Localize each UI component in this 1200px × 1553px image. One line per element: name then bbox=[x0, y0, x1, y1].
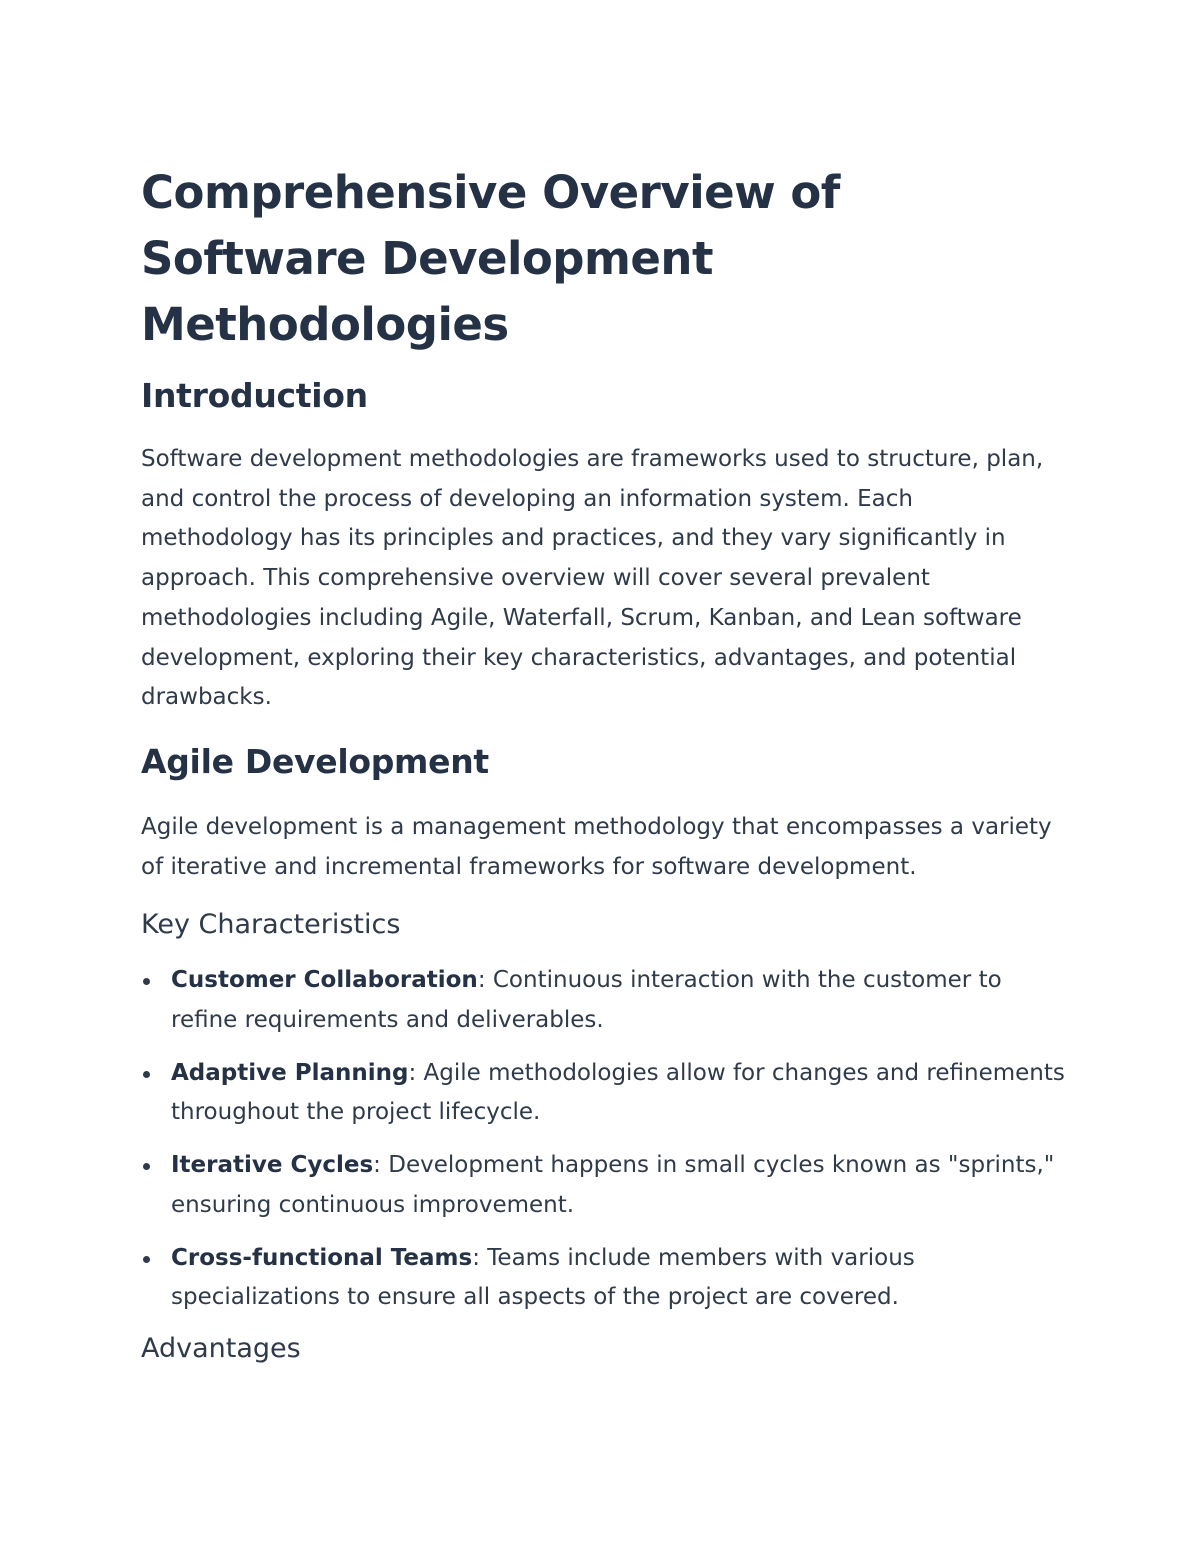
agile-development-heading: Agile Development bbox=[141, 741, 489, 781]
bullet-icon bbox=[143, 1163, 150, 1170]
list-item bbox=[141, 1239, 1071, 1318]
document-content bbox=[141, 160, 1071, 1367]
document-title: Comprehensive Overview of Software Development Methodologies bbox=[141, 166, 840, 351]
list-item bbox=[141, 1146, 1071, 1225]
list-item bbox=[141, 961, 1071, 1040]
list-item-description: : Agile methodologies allow for changes and refinements throughout the project lifecycle. bbox=[171, 1059, 1065, 1126]
bullet-icon bbox=[143, 1256, 150, 1263]
list-item-term: Iterative Cycles bbox=[171, 1152, 374, 1179]
agile-development-paragraph: Agile development is a management methodology that encompasses a variety of iterative and incremental frameworks for software development. bbox=[141, 813, 1052, 880]
list-item-term: Adaptive Planning bbox=[171, 1059, 409, 1086]
bullet-icon bbox=[143, 1071, 150, 1078]
list-item-description: : Development happens in small cycles known as "sprints," ensuring continuous improvement. bbox=[171, 1152, 1055, 1218]
key-characteristics-list bbox=[141, 961, 1071, 1318]
bullet-icon bbox=[143, 978, 150, 985]
list-item-description: : Teams include members with various specializations to ensure all aspects of the project are covered. bbox=[171, 1244, 915, 1311]
introduction-paragraph: Software development methodologies are frameworks used to structure, plan, and control the process of developing an information system. Each methodology has its principles and practices, and they vary significantly in approach. This comprehensive overview will cover several prevalent methodologies including Agile, Waterfall, Scrum, Kanban, and Lean software development, exploring their key characteristics, advantages, and potential drawbacks. bbox=[141, 446, 1044, 711]
list-item-term: Customer Collaboration bbox=[171, 967, 478, 994]
key-characteristics-heading: Key Characteristics bbox=[141, 909, 401, 941]
introduction-heading: Introduction bbox=[141, 376, 368, 415]
advantages-heading: Advantages bbox=[141, 1332, 301, 1364]
list-item-term: Cross-functional Teams bbox=[171, 1244, 473, 1271]
list-item-description: : Continuous interaction with the customer to refine requirements and deliverables. bbox=[171, 967, 1002, 1034]
list-item bbox=[141, 1054, 1071, 1133]
